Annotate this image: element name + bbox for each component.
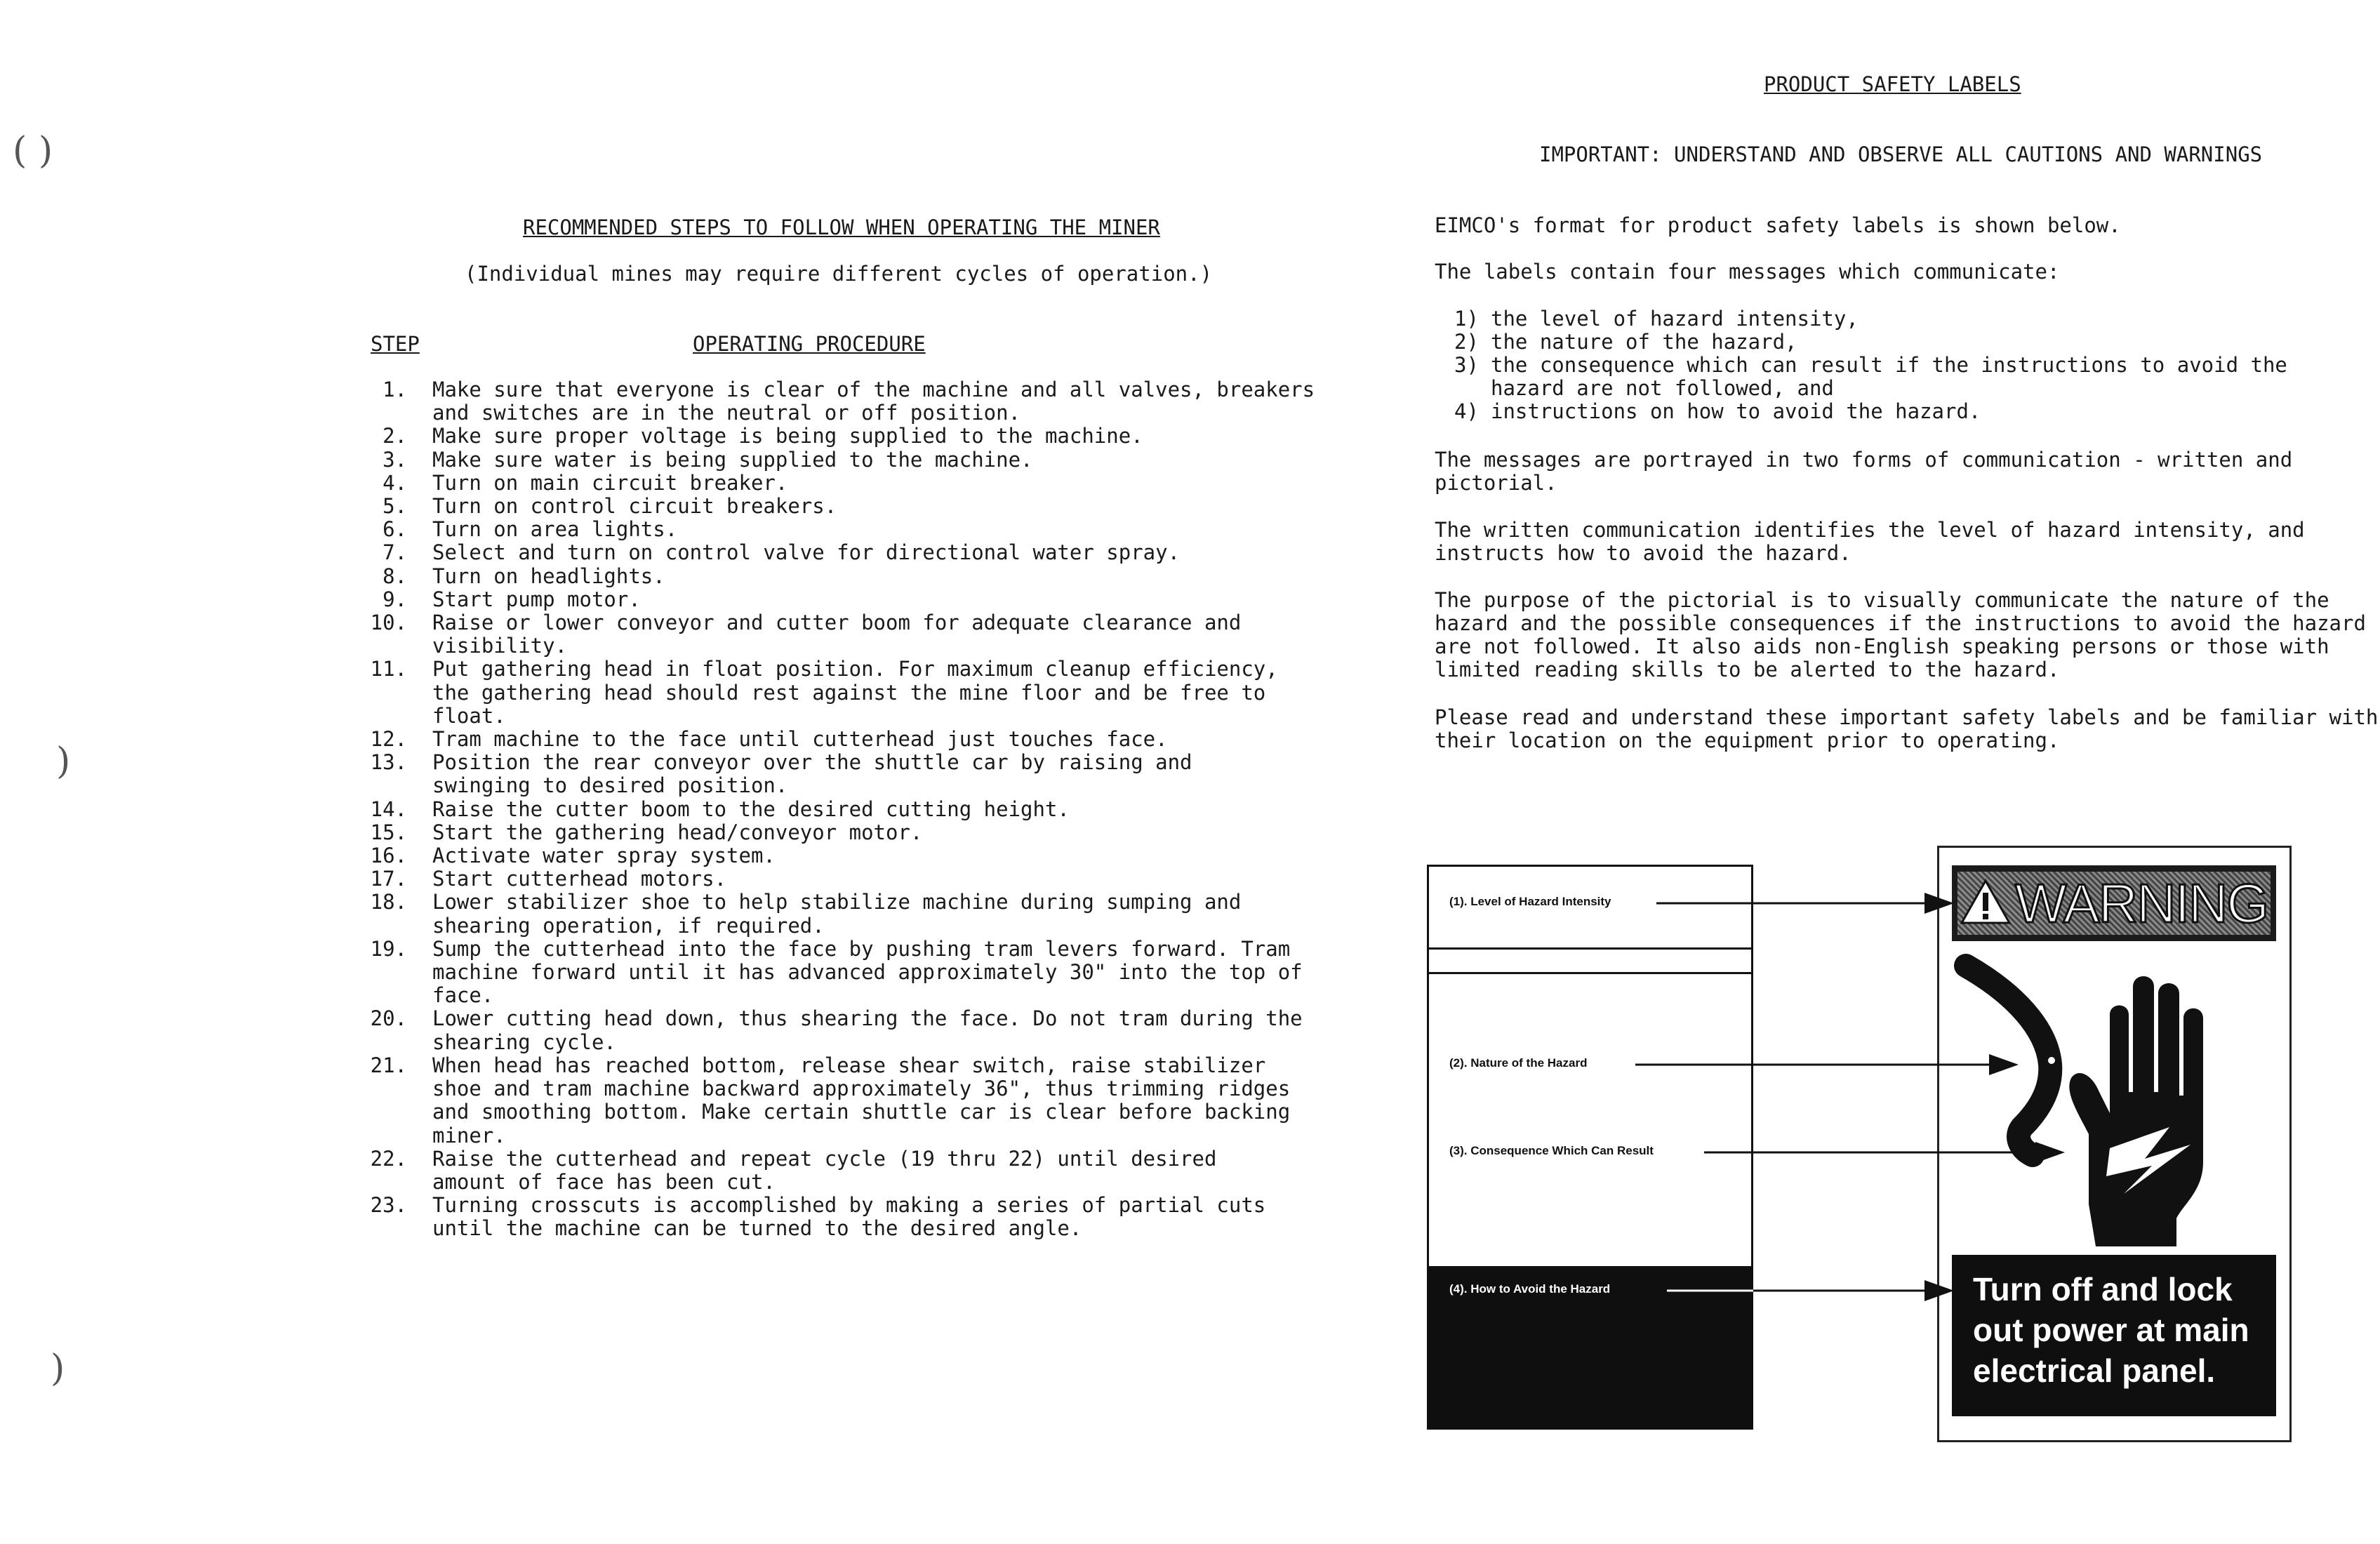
please-paragraph [1435, 705, 2379, 752]
step-text [432, 1007, 1349, 1053]
messages-list [1454, 307, 2287, 423]
step-text-line: Tram machine to the face until cutterhead just touches face. [432, 727, 1168, 752]
step-row [366, 1054, 1349, 1147]
step-column-header: STEP [371, 332, 420, 356]
step-number: 16. [370, 844, 407, 868]
step-row [366, 588, 1349, 611]
step-row [366, 867, 1349, 891]
step-row [366, 495, 1349, 518]
safety-label-diagram [1425, 846, 2295, 1446]
step-number: 20. [370, 1006, 407, 1031]
step-text-line: shearing operation, if required. [432, 913, 825, 938]
signal-word: WARNING [2014, 872, 2268, 934]
step-text [432, 425, 1349, 448]
step-number: 9. [383, 587, 407, 611]
step-text-line: Activate water spray system. [432, 844, 776, 868]
message-item [1454, 354, 2287, 377]
step-text-line: Put gathering head in float position. For maximum cleanup efficiency, [432, 657, 1278, 681]
step-text-line: Start cutterhead motors. [432, 867, 727, 891]
important-notice: IMPORTANT: UNDERSTAND AND OBSERVE ALL CAUTIONS AND WARNINGS [1539, 142, 2263, 166]
step-text-line: Sump the cutterhead into the face by pushing tram levers forward. Tram [432, 936, 1291, 961]
step-row [366, 938, 1349, 1008]
intro-paragraph [1435, 214, 2368, 237]
step-text [432, 1194, 1349, 1240]
step-text-line: Make sure proper voltage is being supplied to the machine. [432, 424, 1143, 448]
step-text [432, 611, 1349, 658]
step-number: 4. [383, 470, 407, 495]
step-text-line: Select and turn on control valve for directional water spray. [432, 540, 1181, 565]
message-text: hazard are not followed, and [1491, 376, 1834, 400]
step-text-line: until the machine can be turned to the desired angle. [432, 1216, 1082, 1241]
step-text-line: Make sure water is being supplied to the machine. [432, 447, 1033, 472]
paragraph-line: The messages are portrayed in two forms of communication - written and [1435, 448, 2293, 472]
message-item [1454, 307, 2287, 331]
step-text-line: Start the gathering head/conveyor motor. [432, 820, 923, 844]
paragraph-line: The purpose of the pictorial is to visually communicate the nature of the [1435, 588, 2329, 612]
step-text-line: the gathering head should rest against the mine floor and be free to [432, 680, 1266, 705]
forms-paragraph [1435, 448, 2368, 495]
step-text-line: float. [432, 703, 506, 728]
step-row [366, 891, 1349, 937]
step-text-line: amount of face has been cut. [432, 1169, 776, 1194]
step-number: 22. [370, 1146, 407, 1171]
callout-consequence: (3). Consequence Which Can Result [1449, 1144, 1654, 1157]
procedure-column-header: OPERATING PROCEDURE [693, 332, 926, 356]
step-row [366, 1194, 1349, 1240]
step-number: 12. [370, 727, 407, 752]
step-number: 23. [370, 1193, 407, 1218]
step-text-line: swinging to desired position. [432, 773, 788, 798]
step-text-line: Lower cutting head down, thus shearing the face. Do not tram during the [432, 1006, 1303, 1031]
paragraph-line: The written communication identifies the level of hazard intensity, and [1435, 518, 2305, 542]
paragraph-line: hazard and the possible consequences if the instructions to avoid the hazard [1435, 611, 2366, 635]
step-text-line: When head has reached bottom, release shear switch, raise stabilizer [432, 1053, 1266, 1077]
step-row [366, 844, 1349, 867]
step-text [432, 891, 1349, 937]
step-row [366, 378, 1349, 425]
step-text [432, 588, 1349, 611]
paragraph-line: The labels contain four messages which communicate: [1435, 260, 2060, 284]
step-row [366, 1147, 1349, 1194]
callout-arrows [1425, 846, 2295, 1446]
callout-avoid: (4). How to Avoid the Hazard [1449, 1282, 1611, 1296]
message-number: 2) [1454, 330, 1479, 354]
step-text [432, 728, 1349, 751]
margin-mark-top: ( ) [13, 130, 53, 172]
callout-level: (1). Level of Hazard Intensity [1449, 895, 1611, 908]
operating-steps-subtitle: (Individual mines may require different cycles of operation.) [465, 262, 1213, 286]
paragraph-line: are not followed. It also aids non-English speaking persons or those with [1435, 634, 2329, 658]
instruction-line-2: out power at main [1973, 1312, 2249, 1348]
step-number: 1. [383, 378, 407, 401]
step-text-line: Raise the cutterhead and repeat cycle (19 thru 22) until desired [432, 1146, 1217, 1171]
step-text [432, 658, 1349, 728]
step-number: 14. [370, 797, 407, 821]
step-text [432, 448, 1349, 472]
step-row [366, 565, 1349, 588]
operating-steps-title: RECOMMENDED STEPS TO FOLLOW WHEN OPERATING THE MINER [523, 215, 1160, 239]
instruction-line-3: electrical panel. [1973, 1352, 2216, 1389]
step-text-line: visibility. [432, 634, 568, 658]
step-number: 15. [370, 820, 407, 844]
step-text-line: shearing cycle. [432, 1030, 616, 1054]
step-number: 19. [370, 936, 407, 961]
margin-mark-bottom: ) [51, 1347, 65, 1390]
step-row [366, 541, 1349, 564]
step-number: 21. [370, 1053, 407, 1077]
step-row [366, 798, 1349, 821]
message-text: the level of hazard intensity, [1491, 307, 1859, 331]
step-row [366, 472, 1349, 495]
step-text [432, 1054, 1349, 1147]
step-text-line: and smoothing bottom. Make certain shuttle car is clear before backing [432, 1100, 1291, 1124]
step-number: 6. [383, 517, 407, 542]
safety-labels-title: PRODUCT SAFETY LABELS [1764, 72, 2021, 96]
message-item [1454, 400, 2287, 423]
purpose-paragraph [1435, 589, 2368, 681]
written-paragraph [1435, 519, 2368, 565]
step-number: 10. [370, 611, 407, 635]
step-text [432, 821, 1349, 844]
message-item [1454, 331, 2287, 354]
step-row [366, 518, 1349, 541]
step-row [366, 728, 1349, 751]
step-number: 17. [370, 867, 407, 891]
step-text-line: machine forward until it has advanced approximately 30" into the top of [432, 960, 1303, 985]
step-row [366, 658, 1349, 728]
step-text [432, 867, 1349, 891]
message-number: 3) [1454, 353, 1479, 377]
contains-paragraph [1435, 260, 2368, 284]
step-text [432, 472, 1349, 495]
step-row [366, 425, 1349, 448]
step-text-line: Start pump motor. [432, 587, 641, 611]
message-number [1454, 377, 1491, 400]
step-text-line: Turn on headlights. [432, 564, 665, 588]
step-text [432, 938, 1349, 1008]
message-number: 1) [1454, 307, 1479, 331]
step-number: 13. [370, 750, 407, 775]
paragraph-line: instructs how to avoid the hazard. [1435, 541, 1852, 565]
step-text-line: miner. [432, 1123, 506, 1147]
step-text-line: Raise the cutter boom to the desired cutting height. [432, 797, 1070, 821]
step-text [432, 751, 1349, 797]
step-text-line: Lower stabilizer shoe to help stabilize machine during sumping and [432, 890, 1242, 914]
step-text [432, 518, 1349, 541]
instruction-line-1: Turn off and lock [1973, 1271, 2233, 1307]
paragraph-line: limited reading skills to be alerted to the hazard. [1435, 658, 2060, 681]
operating-steps-list [366, 378, 1349, 1241]
message-text: the consequence which can result if the instructions to avoid the [1491, 353, 2287, 377]
step-number: 11. [370, 657, 407, 681]
step-text [432, 565, 1349, 588]
step-text [432, 844, 1349, 867]
step-text [432, 798, 1349, 821]
message-text: instructions on how to avoid the hazard. [1491, 399, 1981, 423]
step-text [432, 541, 1349, 564]
step-text-line: Turn on main circuit breaker. [432, 470, 788, 495]
paragraph-line: Please read and understand these important safety labels and be familiar with [1435, 705, 2379, 729]
step-text-line: Turn on area lights. [432, 517, 678, 542]
callout-nature: (2). Nature of the Hazard [1449, 1056, 1588, 1070]
step-number: 7. [383, 540, 407, 565]
step-number: 5. [383, 494, 407, 519]
message-item [1454, 377, 2287, 400]
message-text: the nature of the hazard, [1491, 330, 1797, 354]
paragraph-line: their location on the equipment prior to operating. [1435, 728, 2060, 752]
step-number: 8. [383, 564, 407, 588]
step-row [366, 1007, 1349, 1053]
step-text-line: Make sure that everyone is clear of the machine and all valves, breakers [432, 378, 1315, 401]
step-number: 18. [370, 890, 407, 914]
step-row [366, 821, 1349, 844]
step-number: 3. [383, 447, 407, 472]
step-text-line: face. [432, 983, 494, 1008]
step-text-line: shoe and tram machine backward approximately 36", thus trimming ridges [432, 1077, 1291, 1101]
step-text [432, 495, 1349, 518]
step-text-line: Raise or lower conveyor and cutter boom for adequate clearance and [432, 611, 1242, 635]
margin-mark-middle: ) [56, 740, 71, 783]
step-text [432, 378, 1349, 425]
step-text-line: Turn on control circuit breakers. [432, 494, 837, 519]
step-text-line: Position the rear conveyor over the shuttle car by raising and [432, 750, 1192, 775]
paragraph-line: pictorial. [1435, 471, 1557, 495]
step-text [432, 1147, 1349, 1194]
step-row [366, 751, 1349, 797]
step-text-line: Turning crosscuts is accomplished by making a series of partial cuts [432, 1193, 1266, 1218]
message-number: 4) [1454, 399, 1479, 423]
step-text-line: and switches are in the neutral or off position. [432, 401, 1021, 425]
step-row [366, 611, 1349, 658]
step-number: 2. [383, 424, 407, 448]
paragraph-line: EIMCO's format for product safety labels is shown below. [1435, 213, 2121, 237]
step-row [366, 448, 1349, 472]
